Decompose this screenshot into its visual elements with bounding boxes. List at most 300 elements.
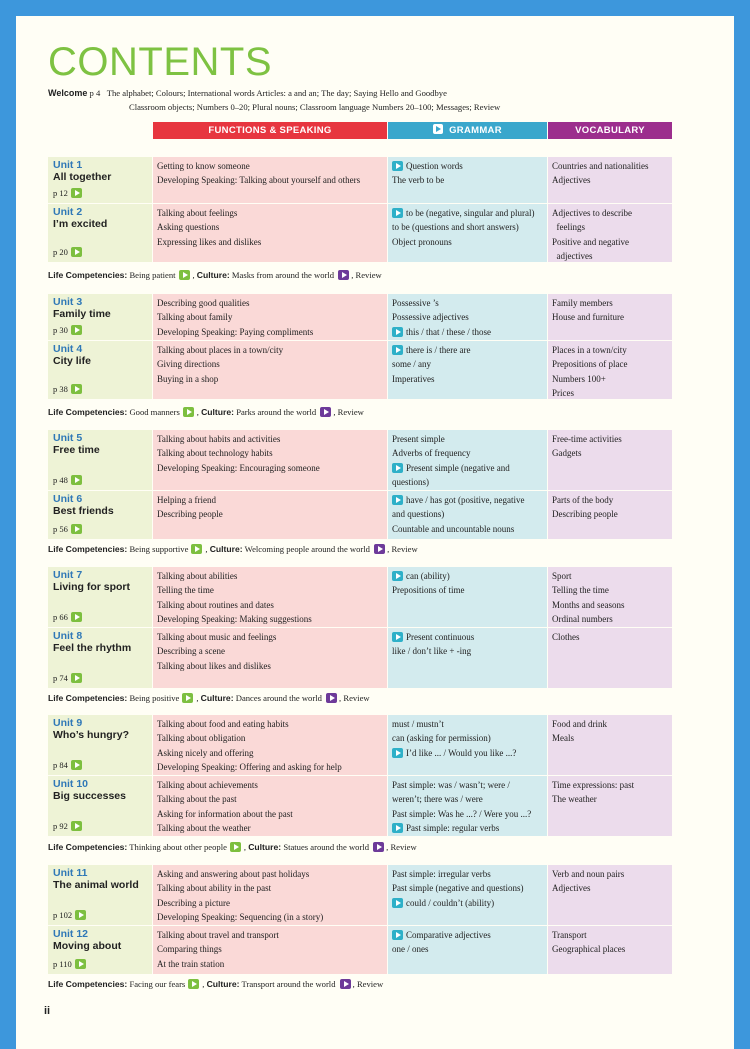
- grammar-item: [392, 357, 547, 371]
- functions-item: Talking about abilities: [157, 571, 238, 581]
- welcome-section: [48, 86, 500, 114]
- grammar-text: Question words: [406, 161, 463, 171]
- unit-page[interactable]: [53, 475, 82, 486]
- welcome-line-1: The alphabet; Colours; International words Articles: a and an; The day; Saying Hello and Goodbye: [106, 88, 447, 98]
- grammar-item: [392, 310, 547, 324]
- play-icon[interactable]: [392, 345, 403, 355]
- video-icon[interactable]: [340, 979, 351, 989]
- play-icon[interactable]: [71, 247, 82, 257]
- play-icon[interactable]: [392, 463, 403, 473]
- unit-name: Free time: [53, 444, 100, 456]
- unit-cell: [48, 294, 152, 340]
- unit-page[interactable]: [53, 325, 82, 336]
- culture-text: Welcoming people around the world: [244, 544, 370, 554]
- unit-name: Best friends: [53, 505, 114, 517]
- life-competencies-line: Life Competencies: Facing our fears , Culture: Transport around the world , Review: [48, 979, 384, 989]
- unit-label: Unit 12: [53, 928, 89, 940]
- vocabulary-cell: [548, 865, 672, 925]
- unit-label: Unit 9: [53, 717, 83, 729]
- grammar-text: and questions): [392, 509, 445, 520]
- grammar-cell: [388, 294, 547, 340]
- functions-item: At the train station: [157, 958, 225, 969]
- vocabulary-item: Adjectives to describe: [552, 208, 632, 218]
- lc-text: Facing our fears: [129, 979, 186, 989]
- vocabulary-item: Ordinal numbers: [552, 614, 613, 625]
- play-icon[interactable]: [71, 475, 82, 485]
- vocabulary-item: House and furniture: [552, 312, 624, 323]
- grammar-text: Possessive ’s: [392, 298, 439, 308]
- video-icon[interactable]: [326, 693, 337, 703]
- life-competencies-line: Life Competencies: Being positive , Culture: Dances around the world , Review: [48, 693, 370, 703]
- grammar-item: [392, 220, 547, 234]
- grammar-text: Present simple (negative and: [406, 462, 510, 473]
- video-icon[interactable]: [338, 270, 349, 280]
- unit-name: Family time: [53, 308, 111, 320]
- grammar-cell: [388, 341, 547, 399]
- unit-page[interactable]: [53, 760, 82, 771]
- functions-cell: [153, 430, 387, 490]
- grammar-cell: [388, 157, 547, 203]
- grammar-item: [392, 717, 547, 731]
- functions-item: Talking about habits and activities: [157, 434, 281, 444]
- page-title: CONTENTS: [48, 40, 272, 84]
- play-icon[interactable]: [188, 979, 199, 989]
- welcome-line-2: Classroom objects; Numbers 0–20; Plural nouns; Classroom language Numbers 20–100; Messages; Review: [129, 102, 501, 112]
- functions-item: Getting to know someone: [157, 161, 250, 171]
- play-icon[interactable]: [71, 524, 82, 534]
- lc-label: Life Competencies:: [48, 407, 128, 417]
- functions-item: Asking questions: [157, 222, 220, 233]
- grammar-text: Imperatives: [392, 373, 435, 384]
- grammar-item: [392, 522, 547, 536]
- grammar-text: Present simple: [392, 434, 445, 444]
- vocabulary-item: Gadgets: [552, 448, 582, 459]
- grammar-cell: [388, 204, 547, 262]
- unit-group: [48, 430, 672, 539]
- play-icon[interactable]: [71, 821, 82, 831]
- functions-item: Giving directions: [157, 359, 220, 370]
- functions-item: Talking about places in a town/city: [157, 345, 284, 355]
- lc-text: Thinking about other people: [129, 842, 227, 852]
- unit-page[interactable]: [53, 821, 82, 832]
- unit-page[interactable]: [53, 384, 82, 395]
- grammar-text: Prepositions of time: [392, 585, 465, 596]
- lc-text: Being supportive: [129, 544, 189, 554]
- play-icon[interactable]: [191, 544, 202, 554]
- unit-row: [48, 776, 672, 836]
- grammar-text: Object pronouns: [392, 236, 452, 247]
- play-icon[interactable]: [392, 327, 403, 337]
- play-icon[interactable]: [71, 325, 82, 335]
- unit-name: All together: [53, 171, 112, 183]
- unit-page[interactable]: [53, 188, 82, 199]
- functions-cell: [153, 715, 387, 775]
- grammar-text: have / has got (positive, negative: [406, 495, 525, 505]
- unit-row: [48, 715, 672, 775]
- header-functions: FUNCTIONS & SPEAKING: [153, 122, 387, 139]
- review-text: Review: [356, 979, 384, 989]
- unit-page-number: p 66: [53, 611, 68, 622]
- play-icon[interactable]: [71, 384, 82, 394]
- play-icon[interactable]: [392, 898, 403, 908]
- vocabulary-cell: [548, 776, 672, 836]
- grammar-item: [392, 644, 547, 658]
- play-icon[interactable]: [392, 495, 403, 505]
- vocabulary-item: Parts of the body: [552, 495, 614, 505]
- review-text: Review: [390, 842, 417, 852]
- play-icon[interactable]: [392, 571, 403, 581]
- functions-cell: [153, 776, 387, 836]
- grammar-text: Past simple: irregular verbs: [392, 869, 491, 879]
- vocabulary-cell: [548, 341, 672, 399]
- grammar-item: [392, 206, 547, 220]
- grammar-text: this / that / these / those: [406, 326, 491, 337]
- grammar-text: Countable and uncountable nouns: [392, 523, 515, 534]
- vocabulary-cell: [548, 715, 672, 775]
- play-icon: [433, 124, 443, 134]
- vocabulary-item: Prices: [552, 388, 574, 399]
- play-icon[interactable]: [183, 407, 194, 417]
- lc-label: Life Competencies:: [48, 693, 128, 703]
- unit-row: [48, 567, 672, 627]
- unit-page[interactable]: [53, 910, 86, 921]
- unit-page-number: p 92: [53, 820, 68, 831]
- functions-item: Comparing things: [157, 944, 222, 955]
- unit-name: City life: [53, 355, 91, 367]
- culture-label: Culture:: [206, 979, 240, 989]
- unit-name: Who’s hungry?: [53, 729, 130, 741]
- vocabulary-item: Food and drink: [552, 719, 607, 729]
- unit-row: [48, 628, 672, 688]
- grammar-item: [392, 159, 547, 173]
- functions-item: Buying in a shop: [157, 373, 219, 384]
- culture-label: Culture:: [201, 407, 235, 417]
- functions-item: Talking about food and eating habits: [157, 719, 289, 729]
- header-grammar: GRAMMAR: [388, 122, 547, 139]
- grammar-cell: [388, 865, 547, 925]
- unit-cell: [48, 430, 152, 490]
- vocabulary-item: Telling the time: [552, 585, 609, 596]
- review-text: Review: [343, 693, 370, 703]
- unit-label: Unit 8: [53, 630, 83, 642]
- lc-label: Life Competencies:: [48, 842, 128, 852]
- culture-text: Statues around the world: [283, 842, 369, 852]
- functions-item: Talking about feelings: [157, 208, 238, 218]
- unit-row: [48, 341, 672, 399]
- grammar-cell: [388, 715, 547, 775]
- grammar-item: [392, 461, 547, 475]
- unit-cell: [48, 776, 152, 836]
- unit-row: [48, 865, 672, 925]
- vocabulary-item: Time expressions: past: [552, 780, 635, 790]
- culture-label: Culture:: [209, 544, 243, 554]
- unit-page[interactable]: [53, 612, 82, 623]
- play-icon[interactable]: [71, 673, 82, 683]
- culture-text: Masks from around the world: [231, 270, 335, 280]
- grammar-text: like / don’t like + -ing: [392, 646, 472, 657]
- vocabulary-item: Prepositions of place: [552, 359, 628, 370]
- functions-item: Helping a friend: [157, 495, 216, 505]
- unit-cell: [48, 865, 152, 925]
- unit-cell: [48, 204, 152, 262]
- vocabulary-item: Describing people: [552, 509, 618, 520]
- grammar-item: [392, 507, 547, 521]
- grammar-cell: [388, 567, 547, 627]
- video-icon[interactable]: [374, 544, 385, 554]
- functions-item: Asking for information about the past: [157, 808, 293, 819]
- unit-cell: [48, 926, 152, 974]
- unit-row: [48, 157, 672, 203]
- grammar-text: some / any: [392, 359, 431, 370]
- functions-cell: [153, 341, 387, 399]
- grammar-cell: [388, 776, 547, 836]
- unit-label: Unit 11: [53, 867, 88, 879]
- functions-item: Talking about travel and transport: [157, 930, 279, 940]
- culture-label: Culture:: [248, 842, 282, 852]
- play-icon[interactable]: [71, 612, 82, 622]
- vocabulary-item: Clothes: [552, 632, 580, 642]
- play-icon[interactable]: [392, 930, 403, 940]
- unit-page[interactable]: [53, 959, 86, 970]
- vocabulary-item: Geographical places: [552, 944, 626, 955]
- play-icon[interactable]: [392, 823, 403, 833]
- grammar-text: could / couldn’t (ability): [406, 897, 495, 908]
- functions-item: Talking about family: [157, 312, 233, 323]
- vocabulary-item: feelings: [552, 222, 585, 233]
- functions-item: Talking about routines and dates: [157, 599, 274, 610]
- grammar-item: [392, 928, 547, 942]
- vocabulary-item: Months and seasons: [552, 599, 625, 610]
- unit-group: [48, 865, 672, 974]
- grammar-item: [392, 493, 547, 507]
- grammar-text: Adverbs of frequency: [392, 448, 471, 459]
- functions-item: Talking about ability in the past: [157, 883, 272, 894]
- unit-label: Unit 1: [53, 159, 83, 171]
- functions-item: Talking about likes and dislikes: [157, 660, 271, 671]
- grammar-item: [392, 343, 547, 357]
- grammar-item: [392, 867, 547, 881]
- lc-text: Being patient: [129, 270, 176, 280]
- play-icon[interactable]: [179, 270, 190, 280]
- unit-page-number: p 74: [53, 672, 68, 683]
- unit-label: Unit 4: [53, 343, 83, 355]
- unit-group: [48, 715, 672, 836]
- grammar-text: to be (questions and short answers): [392, 222, 519, 233]
- unit-row: [48, 204, 672, 262]
- video-icon[interactable]: [373, 842, 384, 852]
- grammar-item: [392, 821, 547, 835]
- vocabulary-item: Places in a town/city: [552, 345, 627, 355]
- header-vocabulary: VOCABULARY: [548, 122, 672, 139]
- vocabulary-cell: [548, 567, 672, 627]
- unit-name: Living for sport: [53, 581, 130, 593]
- play-icon[interactable]: [392, 208, 403, 218]
- vocabulary-cell: [548, 430, 672, 490]
- functions-item: Describing a picture: [157, 897, 230, 908]
- play-icon[interactable]: [75, 959, 86, 969]
- vocabulary-item: Verb and noun pairs: [552, 869, 625, 879]
- lc-label: Life Competencies:: [48, 544, 128, 554]
- vocabulary-item: adjectives: [552, 251, 593, 262]
- unit-name: The animal world: [53, 879, 139, 891]
- vocabulary-item: Free-time activities: [552, 434, 622, 444]
- functions-cell: [153, 204, 387, 262]
- play-icon[interactable]: [392, 161, 403, 171]
- grammar-item: [392, 731, 547, 745]
- life-competencies-line: Life Competencies: Being patient , Culture: Masks from around the world , Review: [48, 270, 382, 280]
- unit-row: [48, 294, 672, 340]
- functions-cell: [153, 294, 387, 340]
- functions-cell: [153, 628, 387, 688]
- page-number: ii: [44, 1005, 51, 1017]
- unit-group: [48, 157, 672, 262]
- vocabulary-item: Transport: [552, 930, 587, 940]
- unit-label: Unit 3: [53, 296, 83, 308]
- grammar-text: Past simple: regular verbs: [406, 823, 500, 834]
- grammar-item: [392, 746, 547, 760]
- grammar-text: there is / there are: [406, 345, 471, 355]
- unit-group: [48, 294, 672, 399]
- unit-page-number: p 12: [53, 187, 68, 198]
- grammar-item: [392, 778, 547, 792]
- lc-label: Life Competencies:: [48, 979, 128, 989]
- grammar-item: [392, 583, 547, 597]
- unit-name: I’m excited: [53, 218, 108, 230]
- play-icon[interactable]: [71, 188, 82, 198]
- vocabulary-item: Sport: [552, 571, 572, 581]
- functions-item: Talking about the weather: [157, 823, 251, 834]
- play-icon[interactable]: [230, 842, 241, 852]
- grammar-cell: [388, 491, 547, 539]
- grammar-text: one / ones: [392, 944, 429, 955]
- functions-item: Asking and answering about past holidays: [157, 869, 310, 879]
- play-icon[interactable]: [71, 760, 82, 770]
- unit-page-number: p 38: [53, 383, 68, 394]
- play-icon[interactable]: [392, 748, 403, 758]
- functions-item: Expressing likes and dislikes: [157, 236, 262, 247]
- functions-item: Describing good qualities: [157, 298, 250, 308]
- vocabulary-cell: [548, 628, 672, 688]
- unit-label: Unit 2: [53, 206, 83, 218]
- vocabulary-item: Adjectives: [552, 883, 591, 894]
- functions-item: Developing Speaking: Paying compliments: [157, 326, 314, 337]
- grammar-item: [392, 630, 547, 644]
- unit-label: Unit 5: [53, 432, 83, 444]
- grammar-text: questions): [392, 477, 429, 488]
- grammar-text: The verb to be: [392, 175, 445, 186]
- life-competencies-line: Life Competencies: Good manners , Culture: Parks around the world , Review: [48, 407, 364, 417]
- unit-page[interactable]: [53, 524, 82, 535]
- lc-text: Good manners: [129, 407, 180, 417]
- vocabulary-item: Adjectives: [552, 175, 591, 186]
- unit-cell: [48, 491, 152, 539]
- play-icon[interactable]: [392, 632, 403, 642]
- grammar-item: [392, 569, 547, 583]
- grammar-item: [392, 296, 547, 310]
- functions-cell: [153, 157, 387, 203]
- functions-item: Talking about music and feelings: [157, 632, 277, 642]
- video-icon[interactable]: [320, 407, 331, 417]
- vocabulary-item: The weather: [552, 794, 597, 805]
- culture-label: Culture:: [200, 693, 234, 703]
- grammar-item: [392, 173, 547, 187]
- unit-page[interactable]: [53, 673, 82, 684]
- unit-label: Unit 10: [53, 778, 89, 790]
- grammar-text: Past simple (negative and questions): [392, 883, 524, 894]
- vocabulary-item: Meals: [552, 733, 574, 744]
- unit-row: [48, 926, 672, 974]
- unit-page-number: p 84: [53, 759, 68, 770]
- grammar-text: Past simple: Was he ...? / Were you ...?: [392, 808, 532, 819]
- lc-label: Life Competencies:: [48, 270, 128, 280]
- life-competencies-line: Life Competencies: Thinking about other people , Culture: Statues around the world , Review: [48, 842, 417, 852]
- grammar-text: must / mustn’t: [392, 719, 444, 729]
- functions-item: Developing Speaking: Making suggestions: [157, 614, 312, 625]
- grammar-item: [392, 807, 547, 821]
- grammar-cell: [388, 430, 547, 490]
- grammar-item: [392, 896, 547, 910]
- vocabulary-item: Countries and nationalities: [552, 161, 649, 171]
- play-icon[interactable]: [75, 910, 86, 920]
- unit-name: Moving about: [53, 940, 122, 952]
- vocabulary-item: Positive and negative: [552, 236, 629, 247]
- welcome-page: p 4: [89, 88, 101, 98]
- unit-page[interactable]: [53, 247, 82, 258]
- unit-page-number: p 30: [53, 324, 68, 335]
- unit-cell: [48, 341, 152, 399]
- life-competencies-line: Life Competencies: Being supportive , Culture: Welcoming people around the world , Review: [48, 544, 418, 554]
- culture-text: Parks around the world: [236, 407, 317, 417]
- unit-cell: [48, 157, 152, 203]
- unit-page-number: p 102: [53, 909, 73, 920]
- unit-page-number: p 20: [53, 246, 68, 257]
- grammar-text: to be (negative, singular and plural): [406, 208, 535, 218]
- review-text: Review: [391, 544, 418, 554]
- unit-row: [48, 430, 672, 490]
- grammar-item: [392, 446, 547, 460]
- grammar-text: Present continuous: [406, 632, 475, 642]
- grammar-text: Past simple: was / wasn’t; were /: [392, 780, 510, 790]
- vocabulary-cell: [548, 926, 672, 974]
- functions-item: Telling the time: [157, 585, 214, 596]
- vocabulary-item: Numbers 100+: [552, 373, 606, 384]
- grammar-item: [392, 881, 547, 895]
- functions-item: Asking nicely and offering: [157, 747, 254, 758]
- vocabulary-cell: [548, 157, 672, 203]
- functions-item: Talking about obligation: [157, 733, 246, 744]
- vocabulary-cell: [548, 294, 672, 340]
- grammar-cell: [388, 926, 547, 974]
- grammar-text: I’d like ... / Would you like ...?: [406, 747, 517, 758]
- play-icon[interactable]: [182, 693, 193, 703]
- grammar-text: can (asking for permission): [392, 733, 491, 744]
- grammar-text: Possessive adjectives: [392, 312, 469, 323]
- grammar-text: can (ability): [406, 571, 450, 581]
- culture-text: Transport around the world: [241, 979, 336, 989]
- grammar-item: [392, 372, 547, 386]
- functions-cell: [153, 865, 387, 925]
- grammar-cell: [388, 628, 547, 688]
- grammar-item: [392, 792, 547, 806]
- functions-item: Talking about achievements: [157, 780, 258, 790]
- grammar-item: [392, 942, 547, 956]
- welcome-label: Welcome: [48, 88, 88, 98]
- functions-item: Talking about the past: [157, 794, 237, 805]
- unit-cell: [48, 628, 152, 688]
- unit-label: Unit 6: [53, 493, 83, 505]
- functions-cell: [153, 567, 387, 627]
- vocabulary-cell: [548, 204, 672, 262]
